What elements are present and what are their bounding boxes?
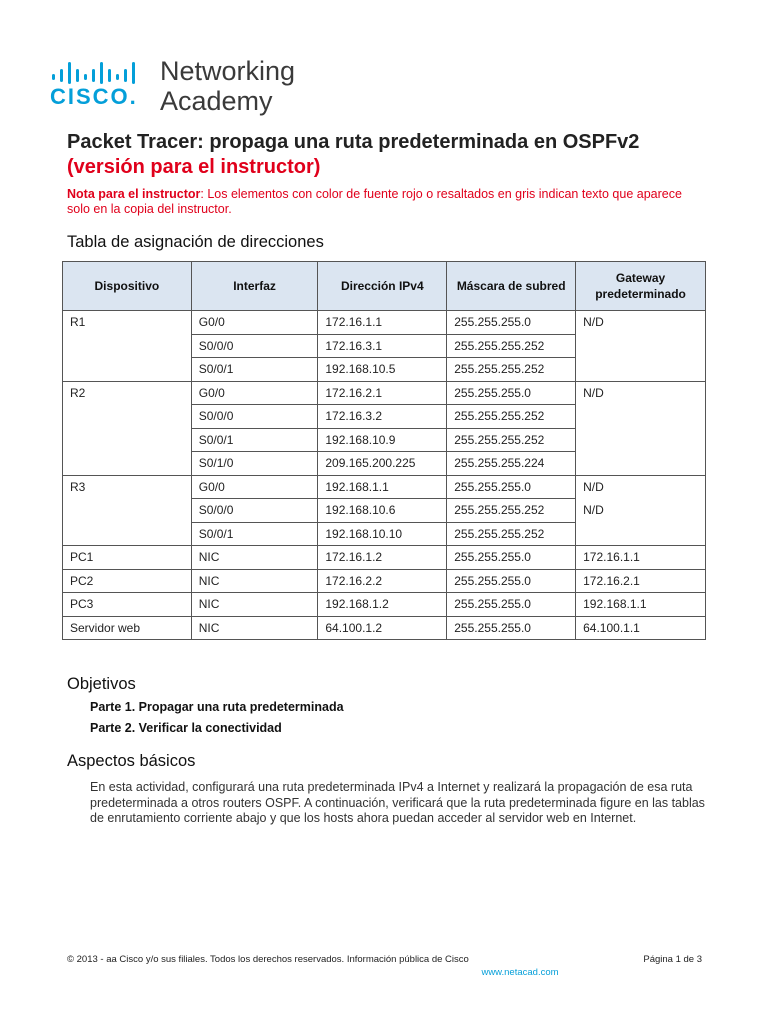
objectives-heading: Objetivos bbox=[67, 675, 136, 693]
cell-ipv4: 172.16.2.1 bbox=[318, 381, 447, 405]
table-row bbox=[63, 475, 706, 499]
cell-interface: S0/0/1 bbox=[191, 358, 318, 382]
header-interface: Interfaz bbox=[191, 262, 318, 311]
cell-gateway: 172.16.2.1 bbox=[576, 569, 706, 593]
cell-device: R3 bbox=[63, 475, 192, 499]
cell-mask: 255.255.255.0 bbox=[447, 381, 576, 405]
cell-ipv4: 172.16.3.2 bbox=[318, 405, 447, 429]
background-paragraph: En esta actividad, configurará una ruta predeterminada IPv4 a Internet y realizará la propagación de esa ruta predeterminada a otros routers OSPF. A continuación, verificará que la ruta predeterminada figure en las tablas de enrutamiento corriente abajo y que los hosts ahora puedan acceder al servidor web en Internet. bbox=[90, 780, 705, 825]
cell-mask: 255.255.255.0 bbox=[447, 546, 576, 570]
cell-mask: 255.255.255.0 bbox=[447, 475, 576, 499]
cell-ipv4: 192.168.1.1 bbox=[318, 475, 447, 499]
cell-interface: G0/0 bbox=[191, 311, 318, 335]
header-device: Dispositivo bbox=[63, 262, 192, 311]
cell-gateway: N/D bbox=[576, 475, 706, 499]
cell-mask: 255.255.255.252 bbox=[447, 522, 576, 546]
header-mask: Máscara de subred bbox=[447, 262, 576, 311]
cell-mask: 255.255.255.0 bbox=[447, 311, 576, 335]
cell-ipv4: 192.168.10.10 bbox=[318, 522, 447, 546]
cell-mask: 255.255.255.0 bbox=[447, 616, 576, 640]
cell-interface: NIC bbox=[191, 546, 318, 570]
cell-device bbox=[63, 334, 192, 358]
cell-mask: 255.255.255.252 bbox=[447, 405, 576, 429]
cell-gateway bbox=[576, 358, 706, 382]
cell-mask: 255.255.255.0 bbox=[447, 593, 576, 617]
cell-gateway: 172.16.1.1 bbox=[576, 546, 706, 570]
cell-gateway: N/D bbox=[576, 311, 706, 335]
instructor-note bbox=[67, 187, 707, 217]
cell-ipv4: 172.16.2.2 bbox=[318, 569, 447, 593]
cell-interface: S0/0/1 bbox=[191, 522, 318, 546]
table-row bbox=[63, 569, 706, 593]
cell-mask: 255.255.255.252 bbox=[447, 499, 576, 523]
cell-device: R1 bbox=[63, 311, 192, 335]
cell-ipv4: 192.168.10.6 bbox=[318, 499, 447, 523]
table-row bbox=[63, 311, 706, 335]
cell-device bbox=[63, 428, 192, 452]
header-gateway: Gateway predeterminado bbox=[576, 262, 706, 311]
cell-ipv4: 172.16.1.1 bbox=[318, 311, 447, 335]
table-row bbox=[63, 546, 706, 570]
cell-interface: S0/0/1 bbox=[191, 428, 318, 452]
cell-interface: NIC bbox=[191, 616, 318, 640]
cell-interface: G0/0 bbox=[191, 475, 318, 499]
table-row bbox=[63, 616, 706, 640]
cell-mask: 255.255.255.0 bbox=[447, 569, 576, 593]
cell-gateway: N/D bbox=[576, 499, 706, 523]
addressing-table-heading: Tabla de asignación de direcciones bbox=[67, 233, 324, 251]
cell-gateway bbox=[576, 405, 706, 429]
cisco-bars-icon bbox=[52, 62, 146, 84]
objective-item-1: Parte 1. Propagar una ruta predeterminada bbox=[90, 700, 344, 714]
table-row bbox=[63, 405, 706, 429]
cell-interface: S0/1/0 bbox=[191, 452, 318, 476]
cell-gateway: N/D bbox=[576, 381, 706, 405]
table-header-row bbox=[63, 262, 706, 311]
cell-device bbox=[63, 452, 192, 476]
cell-device bbox=[63, 358, 192, 382]
footer-copyright: © 2013 - aa Cisco y/o sus filiales. Todos los derechos reservados. Información pública de Cisco bbox=[67, 954, 469, 965]
cell-ipv4: 209.165.200.225 bbox=[318, 452, 447, 476]
footer-url-link[interactable]: www.netacad.com bbox=[481, 967, 559, 978]
cell-device bbox=[63, 405, 192, 429]
addressing-table bbox=[62, 261, 706, 640]
cell-ipv4: 192.168.10.5 bbox=[318, 358, 447, 382]
cell-gateway bbox=[576, 452, 706, 476]
addressing-table-body bbox=[63, 311, 706, 640]
cell-device: Servidor web bbox=[63, 616, 192, 640]
cell-device: PC2 bbox=[63, 569, 192, 593]
cell-device: R2 bbox=[63, 381, 192, 405]
cell-mask: 255.255.255.224 bbox=[447, 452, 576, 476]
networking-academy-wordmark bbox=[160, 56, 295, 116]
document-subtitle: (versión para el instructor) bbox=[67, 156, 321, 178]
cell-device: PC3 bbox=[63, 593, 192, 617]
table-row bbox=[63, 428, 706, 452]
cell-gateway bbox=[576, 522, 706, 546]
cell-ipv4: 172.16.3.1 bbox=[318, 334, 447, 358]
table-row bbox=[63, 522, 706, 546]
cell-interface: S0/0/0 bbox=[191, 499, 318, 523]
cell-interface: NIC bbox=[191, 593, 318, 617]
cell-mask: 255.255.255.252 bbox=[447, 358, 576, 382]
cell-interface: S0/0/0 bbox=[191, 405, 318, 429]
cell-interface: G0/0 bbox=[191, 381, 318, 405]
footer-page-number: Página 1 de 3 bbox=[643, 954, 702, 965]
cell-interface: S0/0/0 bbox=[191, 334, 318, 358]
logo-line-academy: Academy bbox=[160, 86, 273, 116]
cisco-wordmark: CISCO. bbox=[50, 84, 138, 109]
cell-device bbox=[63, 499, 192, 523]
document-title: Packet Tracer: propaga una ruta predeterminada en OSPFv2 bbox=[67, 131, 640, 153]
cell-ipv4: 64.100.1.2 bbox=[318, 616, 447, 640]
cisco-networking-academy-logo bbox=[50, 56, 310, 118]
cell-ipv4: 192.168.1.2 bbox=[318, 593, 447, 617]
table-row bbox=[63, 334, 706, 358]
table-row bbox=[63, 381, 706, 405]
cell-gateway bbox=[576, 428, 706, 452]
instructor-note-text: : Los elementos con color de fuente rojo o resaltados en gris indican texto que aparece solo en la copia del instructor. bbox=[67, 187, 682, 216]
cell-gateway: 64.100.1.1 bbox=[576, 616, 706, 640]
objective-item-2: Parte 2. Verificar la conectividad bbox=[90, 721, 282, 735]
logo-line-networking: Networking bbox=[160, 56, 296, 86]
cell-mask: 255.255.255.252 bbox=[447, 428, 576, 452]
header-ipv4: Dirección IPv4 bbox=[318, 262, 447, 311]
table-row bbox=[63, 452, 706, 476]
cell-ipv4: 172.16.1.2 bbox=[318, 546, 447, 570]
instructor-note-label: Nota para el instructor bbox=[67, 187, 201, 201]
cell-interface: NIC bbox=[191, 569, 318, 593]
table-row bbox=[63, 499, 706, 523]
background-heading: Aspectos básicos bbox=[67, 752, 196, 770]
cell-device bbox=[63, 522, 192, 546]
cell-gateway bbox=[576, 334, 706, 358]
table-row bbox=[63, 358, 706, 382]
table-row bbox=[63, 593, 706, 617]
cell-gateway: 192.168.1.1 bbox=[576, 593, 706, 617]
cell-mask: 255.255.255.252 bbox=[447, 334, 576, 358]
cell-ipv4: 192.168.10.9 bbox=[318, 428, 447, 452]
cell-device: PC1 bbox=[63, 546, 192, 570]
footer-url bbox=[0, 967, 768, 978]
